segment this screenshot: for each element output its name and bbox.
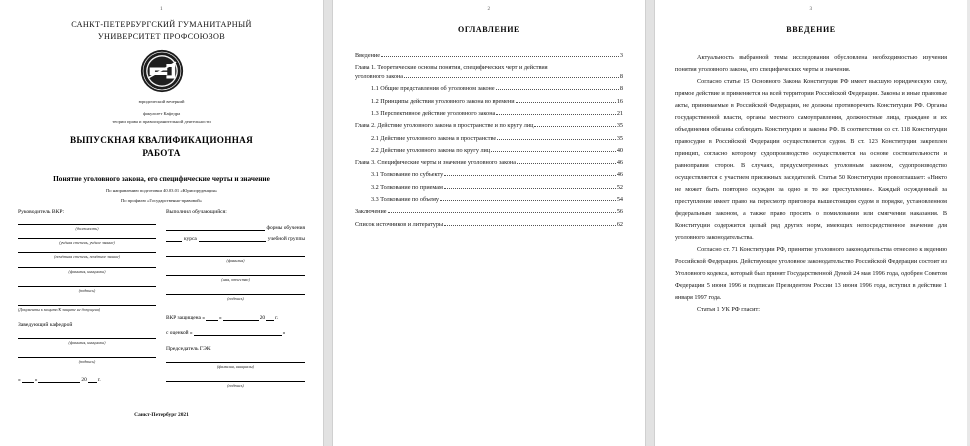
toc-entry[interactable] — [355, 52, 623, 61]
toc-entry-title: Глава 2. Действие уголовного закона в пространстве и по кругу лиц — [355, 122, 534, 130]
date-day-blank[interactable] — [22, 376, 34, 383]
mark-close-quote: » — [282, 329, 286, 336]
defense-day-blank[interactable] — [206, 314, 218, 321]
toc-entry-title: 2.2 Действие уголовного закона по кругу лиц — [371, 146, 491, 154]
date-year-prefix: 20 — [81, 377, 87, 384]
page-separator-2 — [645, 0, 655, 446]
toc-entry-title: Введение — [355, 52, 380, 59]
date-year-blank[interactable] — [88, 376, 97, 383]
student-surname-rule — [166, 256, 305, 257]
toc-entry[interactable] — [355, 171, 623, 180]
defense-year-prefix: 20 — [259, 314, 266, 321]
toc-page-number: 16 — [616, 97, 623, 105]
body-paragraph: Согласно статье 15 Основного Закона Конституция РФ имеет высшую юридическую силу, прямое действие и применяется на всей территории Российской Федерации. Законы и иные правовые акты, принимаемые в Российской Федерации, не должны противоречить Конституции РФ. Органы государственной власти, органы местного самоуправления, должностные лица, граждане и их объединения обязаны соблюдать Конституцию и законы РФ. В соответствии со ст. 118 Конституции правосудие в Российской Федерации осуществляется судом. В ст. 123 Конституции закреплен принцип, согласно которому судопроизводство осуществляется на основе состязательности и равноправия сторон. В случаях, предусмотренных уголовным законом, судопроизводство осуществляется с участием присяжных заседателей. Статья 50 Конституции провозглашает: «Никто не может быть повторно осужден за одно и то же преступление». Каждый осужденный за преступление имеет право на пересмотр приговора вышестоящим судом в порядке, установленном федеральным законом, а также право просить о помиловании или смягчении наказания. В Конституции содержится целый ряд других норм, имеющих непосредственное значение для уголовного законодательства. — [675, 78, 947, 241]
toc-entry-title: Заключение — [355, 208, 387, 216]
defense-year-suffix: г. — [275, 314, 279, 321]
course-label: курса — [184, 235, 197, 242]
gek-chairman-signature-slot[interactable] — [166, 381, 305, 388]
student-firstname-rule — [166, 275, 305, 276]
gek-name-caption: (фамилия, инициалы) — [217, 363, 254, 369]
toc-entry[interactable] — [355, 110, 623, 119]
mark-label: с оценкой « — [166, 329, 193, 336]
faculty-line2: факультет Кафедра — [142, 111, 181, 117]
toc-entry[interactable] — [355, 85, 623, 94]
toc-entry-title: 1.3 Перспективное действие уголовного закона — [371, 109, 496, 117]
faculty-line3: теории права и правоохранительной деятельности — [112, 119, 211, 125]
date-year-suffix: г. — [97, 377, 101, 384]
gek-chairman-label: Председатель ГЭК — [166, 345, 211, 352]
toc-page-number: 54 — [616, 196, 623, 204]
document-type-heading — [18, 134, 305, 161]
introduction-heading: ВВЕДЕНИЕ — [786, 25, 836, 34]
student-column — [166, 209, 305, 401]
date-close-quote: » — [34, 377, 38, 384]
study-profile: По профилю «Государственно-правовой» — [120, 197, 203, 203]
student-signature-rule — [166, 294, 305, 295]
head-of-department-signature-slot[interactable] — [18, 357, 156, 364]
faculty-block — [18, 98, 305, 126]
toc-entry[interactable] — [355, 64, 623, 82]
toc-page-number: 3 — [619, 52, 623, 59]
supervisor-signature-caption: (подпись) — [78, 287, 96, 293]
toc-leader-dots — [496, 114, 616, 115]
mark-field[interactable] — [166, 329, 305, 336]
toc-leader-dots — [517, 163, 616, 164]
toc-leader-dots — [444, 175, 616, 176]
supervisor-name-caption: (фамилия, инициалы) — [68, 268, 106, 274]
toc-entry[interactable] — [355, 221, 623, 230]
student-firstname-slot[interactable] — [166, 275, 305, 282]
toc-page-number: 8 — [619, 85, 623, 93]
university-name-line2: УНИВЕРСИТЕТ ПРОФСОЮЗОВ — [97, 32, 226, 42]
toc-entry[interactable] — [355, 159, 623, 168]
toc-entry-title: 3.3 Толкование по объему — [371, 196, 439, 204]
study-form-row[interactable] — [166, 224, 305, 231]
body-paragraph: Статья 1 УК РФ гласит: — [697, 306, 760, 313]
supervisor-position-caption: (должность) — [75, 225, 99, 231]
head-signature-caption: (подпись) — [78, 358, 96, 364]
body-paragraph: Согласно ст. 71 Конституции РФ, принятие уголовного законодательства отнесено к ведению Российской Федерации. Действующее уголовное законодательство Российской Федерации состоит из Уголовного кодекса, который был принят Государственной Думой 24 мая 1996 года, одобрен Советом Федерации 5 июня 1996 и подписан Президентом России 13 июня 1996 года, вступил в действие 1 января 1997 года. — [675, 246, 947, 301]
page-number-2: 2 — [487, 6, 491, 12]
admission-caption: (Документы к защите/К защите не допущена) — [18, 307, 101, 313]
toc-page-number: 8 — [619, 73, 623, 81]
gek-name-rule — [166, 362, 305, 363]
toc-leader-dots — [444, 188, 616, 189]
toc-page-number: 62 — [616, 220, 623, 228]
student-firstname-caption: (имя, отчество) — [221, 276, 250, 282]
toc-page-number: 46 — [616, 171, 623, 179]
supervisor-signature-slot[interactable] — [18, 286, 156, 293]
university-seal-emblem — [140, 49, 184, 93]
document-page-2 — [333, 0, 645, 446]
toc-page-number: 56 — [616, 208, 623, 216]
toc-entry[interactable] — [355, 196, 623, 205]
supervisor-honor-slot[interactable] — [18, 252, 156, 259]
group-label: учебной группы — [267, 235, 305, 242]
gek-chairman-name-slot[interactable] — [166, 362, 305, 369]
course-group-row[interactable] — [166, 235, 305, 242]
toc-entry-title: 2.1 Действие уголовного закона в пространстве — [371, 134, 497, 142]
university-name-line1: САНКТ-ПЕТЕРБУРГСКИЙ ГУМАНИТАРНЫЙ — [71, 20, 252, 29]
toc-entry[interactable] — [355, 122, 623, 131]
supervisor-degree-rule — [18, 238, 156, 239]
study-form-blank[interactable] — [166, 224, 265, 231]
supervisor-honor-rule — [18, 252, 156, 253]
supervisor-name-slot[interactable] — [18, 267, 156, 274]
toc-entry-line — [355, 64, 623, 73]
contents-heading: ОГЛАВЛЕНИЕ — [458, 25, 520, 34]
group-blank[interactable] — [199, 235, 266, 242]
defense-label: ВКР защищена « — [166, 314, 205, 321]
university-name — [18, 19, 305, 44]
toc-page-number: 52 — [616, 183, 623, 191]
document-type-line1: ВЫПУСКНАЯ КВАЛИФИКАЦИОННАЯ — [69, 134, 254, 145]
body-paragraph: Актуальность выбранной темы исследования обусловлена необходимостью изучения понятия уголовного закона, его специфических черты и значения. — [675, 54, 947, 73]
student-signature-caption: (подпись) — [227, 296, 244, 302]
toc-leader-dots — [491, 151, 616, 152]
toc-leader-dots — [444, 225, 616, 226]
supervisor-position-slot[interactable] — [18, 224, 156, 231]
student-heading: Выполнил обучающийся: — [166, 208, 227, 215]
toc-entry-title: 1.2 Принципы действия уголовного закона во времени — [371, 97, 515, 105]
supervisor-degree-slot[interactable] — [18, 238, 156, 245]
supervisor-signature-rule — [18, 286, 156, 287]
toc-entry-title: Список источников и литературы — [355, 220, 444, 228]
toc-page-number: 40 — [616, 146, 623, 154]
defense-year-blank[interactable] — [266, 314, 274, 321]
date-open-quote: « — [18, 377, 21, 384]
toc-leader-dots — [516, 102, 616, 103]
emblem-container — [18, 49, 305, 93]
toc-entry-title: 3.1 Толкование по субъекту — [371, 171, 444, 179]
head-signature-rule — [18, 357, 156, 358]
supervisor-honor-caption: (почётная степень, почётное звание) — [54, 254, 120, 260]
head-name-rule — [18, 338, 156, 339]
defense-date-field[interactable] — [166, 314, 305, 321]
head-of-department-name-slot[interactable] — [18, 338, 156, 345]
thesis-theme: Понятие уголовного закона, его специфические черты и значение — [53, 173, 270, 183]
page-number-1: 1 — [160, 6, 163, 12]
page-number-3: 3 — [809, 6, 813, 12]
toc-page-number: 21 — [616, 109, 623, 117]
toc-leader-dots — [534, 126, 615, 127]
toc-page-number: 35 — [616, 122, 623, 130]
toc-entry-line — [355, 73, 623, 82]
toc-entry-title-cont: уголовного закона — [355, 73, 404, 81]
head-name-caption: (фамилия, инициалы) — [68, 339, 106, 345]
toc-entry[interactable] — [355, 147, 623, 156]
toc-entry-title: 1.1 Общие представления об уголовном законе — [371, 85, 495, 93]
toc-entry-title: 3.2 Толкование по приемам — [371, 183, 443, 191]
toc-entry[interactable] — [355, 135, 623, 144]
toc-entry-title: Глава 3. Специфические черты и значение уголовного закона — [355, 159, 516, 167]
toc-page-number: 46 — [616, 159, 623, 167]
student-surname-slot[interactable] — [166, 256, 305, 263]
document-type-line2: РАБОТА — [142, 148, 181, 159]
study-form-label: формы обучения — [266, 224, 305, 231]
date-month-blank[interactable] — [38, 376, 80, 383]
admission-rule — [18, 305, 156, 306]
head-of-department-label: Заведующий кафедрой — [18, 321, 73, 328]
toc-entry[interactable] — [355, 208, 623, 217]
toc-leader-dots — [404, 77, 619, 78]
student-surname-caption: (фамилия) — [226, 257, 245, 263]
toc-leader-dots — [497, 139, 616, 140]
toc-entry-title: Глава 1. Теоретические основы понятия, специфических черт и действия — [355, 64, 548, 72]
table-of-contents — [355, 52, 623, 229]
document-page-1 — [0, 0, 323, 446]
defense-month-blank[interactable] — [223, 314, 259, 321]
study-direction: По направлению подготовки 40.03.01 «Юриспруденция» — [105, 187, 218, 193]
supervisor-column — [18, 209, 156, 401]
toc-leader-dots — [381, 56, 619, 57]
supervisor-name-rule — [18, 267, 156, 268]
city-and-year: Санкт-Петербург 2021 — [134, 412, 189, 419]
supervisor-degree-caption: (учёная степень, учёное звание) — [59, 239, 115, 245]
toc-leader-dots — [496, 89, 619, 90]
student-signature-slot[interactable] — [166, 294, 305, 301]
gek-signature-caption: (подпись) — [227, 382, 244, 388]
document-page-3 — [655, 0, 967, 446]
introduction-body — [675, 52, 947, 316]
toc-leader-dots — [388, 212, 616, 213]
mark-blank[interactable] — [194, 329, 282, 336]
page-separator-1 — [323, 0, 333, 446]
course-number-blank[interactable] — [166, 235, 182, 242]
toc-page-number: 35 — [616, 134, 623, 142]
toc-entry[interactable] — [355, 184, 623, 193]
defense-close-quote: » — [218, 314, 222, 321]
gek-signature-rule — [166, 381, 305, 382]
signing-date-field[interactable] — [18, 376, 156, 383]
toc-leader-dots — [440, 200, 616, 201]
signature-form — [18, 209, 305, 401]
admission-slot[interactable] — [18, 305, 156, 312]
supervisor-position-rule — [18, 224, 156, 225]
faculty-line1: юридический вечерний — [138, 98, 185, 104]
supervisor-heading: Руководитель ВКР: — [18, 208, 65, 215]
toc-entry[interactable] — [355, 98, 623, 107]
